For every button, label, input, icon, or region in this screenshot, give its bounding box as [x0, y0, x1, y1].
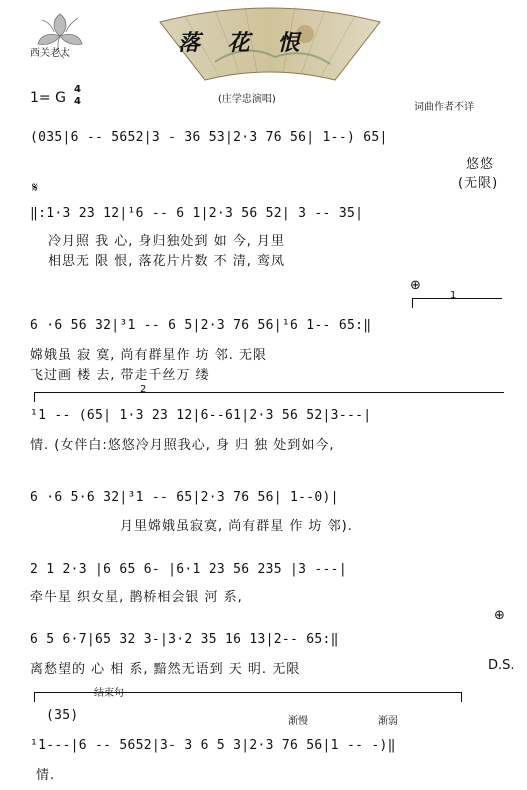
score-line-2-lyrics-verse1: 冷月照 我 心, 身归独处到 如 今, 月里 [48, 234, 286, 249]
time-signature-top: 4 [74, 84, 81, 95]
score-line-3-lyrics-verse1: 嫦娥虽 寂 寞, 尚有群星作 坊 邻. 无限 [30, 348, 268, 363]
score-line-1-notes: (035|6 -- 5652|3 - 36 53|2·3 76 56| 1--) 65| [30, 130, 388, 145]
score-line-1-lyrics2-right: (无限) [458, 176, 499, 191]
score-line-6-notes: 2 1 2·3 |6 65 6- |6·1 23 56 235 |3 ---| [30, 562, 347, 577]
volta-2-bracket-start [34, 392, 35, 402]
score-line-4-notes: ¹1 -- (65| 1·3 23 12|6--61|2·3 56 52|3---| [30, 408, 372, 423]
score-line-7-notes: 6 5 6·7|65 32 3-|3·2 35 16 13|2-- 65:‖ [30, 632, 339, 647]
ending-line-notes: ¹1---|6 -- 5652|3- 3 6 5 3|2·3 76 56|1 -- -)‖ [30, 738, 396, 753]
score-line-6-lyrics: 牵牛星 织女星, 鹊桥相会银 河 系, [30, 590, 243, 605]
performer-credit: (庄学忠演唱) [218, 94, 276, 105]
volta-1-bracket [412, 298, 502, 299]
logo-caption: 西关老太 [30, 48, 70, 59]
ritardando-marking: 渐慢 [288, 716, 308, 727]
song-title: 落 花 恨 [178, 30, 310, 56]
volta-2-bracket [34, 392, 504, 393]
score-line-3-notes: 6 ·6 56 32|³1 -- 6 5|2·3 76 56|¹6 1-- 65:‖ [30, 318, 372, 333]
time-signature-bottom: 4 [74, 96, 81, 107]
segno-icon: 𝄋 [32, 180, 39, 196]
score-line-2-lyrics-verse2: 相思无 限 恨, 落花片片数 不 清, 鸾凤 [48, 254, 286, 269]
ds-marking: D.S. [488, 658, 515, 673]
score-line-5-notes: 6 ·6 5·6 32|³1 -- 65|2·3 76 56| 1--0)| [30, 490, 339, 505]
score-line-4-lyrics: 情. (女伴白:悠悠冷月照我心, 身 归 独 处到如今, [30, 438, 335, 453]
ending-bracket-end [461, 692, 462, 702]
ending-line-lyrics: 情. [36, 768, 56, 783]
diminuendo-marking: 渐弱 [378, 716, 398, 727]
ending-bracket-start [34, 692, 35, 702]
volta-1-bracket-start [412, 298, 413, 308]
score-line-3-lyrics-verse2: 飞过画 楼 去, 带走千丝万 缕 [30, 368, 210, 383]
score-line-1-lyrics-right: 悠悠 [466, 157, 495, 172]
score-line-5-lyrics: 月里嫦娥虽寂寞, 尚有群星 作 坊 邻). [120, 519, 353, 534]
score-line-7-lyrics: 离愁望的 心 相 系, 黯然无语到 天 明. 无限 [30, 662, 301, 677]
composer-credit: 词曲作者不详 [414, 102, 474, 113]
coda-icon: ⊕ [410, 278, 421, 293]
ending-label: 结束句 [94, 688, 124, 699]
ending-pickup: (35) [46, 708, 79, 723]
coda-icon-2: ⊕ [494, 608, 505, 623]
score-line-2-notes: ‖:1·3 23 12|¹6 -- 6 1|2·3 56 52| 3 -- 35| [30, 206, 364, 221]
volta-1-label: 1 [450, 290, 457, 301]
volta-2-label: 2 [140, 384, 147, 395]
key-signature: 1= G [30, 90, 66, 106]
